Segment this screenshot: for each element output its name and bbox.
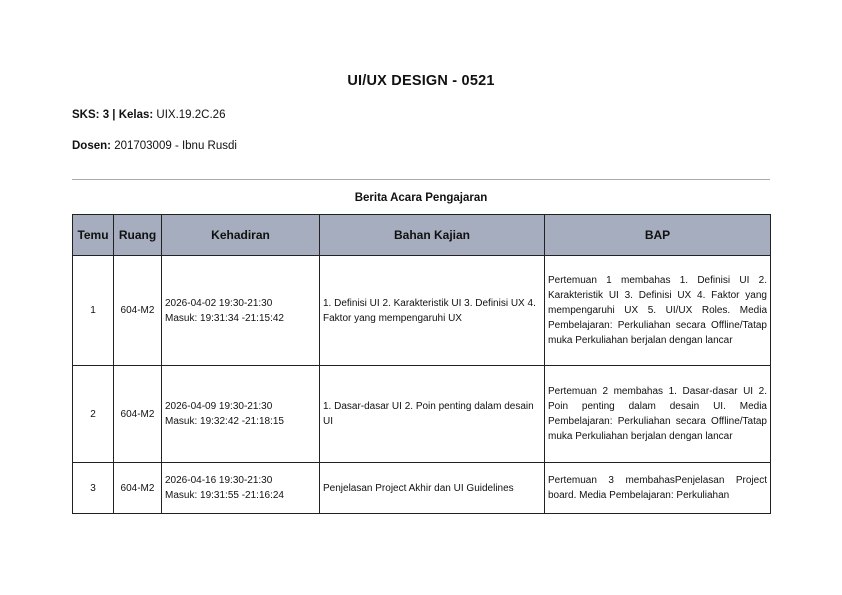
cell-bahan-kajian: Penjelasan Project Akhir dan UI Guidelines (320, 463, 545, 514)
header-ruang: Ruang (114, 215, 162, 256)
table-row (73, 463, 771, 514)
cell-temu: 2 (73, 366, 114, 463)
table-row (73, 256, 771, 366)
cell-kehadiran (162, 366, 320, 463)
sks-value: 3 | Kelas: (102, 109, 154, 121)
bap-text: Pertemuan 1 membahas 1. Definisi UI 2. Karakteristik UI 3. Definisi UX 4. Faktor yang mempengaruhi UX 5. UI/UX Roles. Media Pembelajaran: Perkuliahan secara Offline/Tatap muka Perkuliahan berjalan dengan lancar (548, 275, 767, 346)
kehadiran-jadwal: 2026-04-16 19:30-21:30 (165, 475, 273, 486)
bap-table (72, 214, 771, 514)
cell-ruang: 604-M2 (114, 463, 162, 514)
dosen-value: 201703009 - Ibnu Rusdi (114, 140, 237, 152)
cell-ruang: 604-M2 (114, 366, 162, 463)
bap-text: Pertemuan 2 membahas 1. Dasar-dasar UI 2. Poin penting dalam desain UI. Media Pembelajaran: Perkuliahan secara Offline/Tatap muka Perkuliahan berjalan dengan lancar (548, 386, 767, 442)
course-dosen (72, 140, 237, 152)
table-row (73, 366, 771, 463)
cell-kehadiran (162, 256, 320, 366)
cell-temu: 3 (73, 463, 114, 514)
kehadiran-jadwal: 2026-04-09 19:30-21:30 (165, 401, 273, 412)
header-bap: BAP (545, 215, 771, 256)
kehadiran-masuk: Masuk: 19:31:34 -21:15:42 (165, 312, 284, 324)
cell-bap (545, 463, 771, 514)
cell-bahan-kajian: 1. Definisi UI 2. Karakteristik UI 3. Definisi UX 4. Faktor yang mempengaruhi UX (320, 256, 545, 366)
header-temu: Temu (73, 215, 114, 256)
cell-bahan-kajian: 1. Dasar-dasar UI 2. Poin penting dalam desain UI (320, 366, 545, 463)
section-title: Berita Acara Pengajaran (354, 192, 488, 204)
bap-text: Pertemuan 3 membahasPenjelasan Project board. Media Pembelajaran: Perkuliahan (548, 475, 767, 501)
cell-ruang: 604-M2 (114, 256, 162, 366)
cell-bap (545, 366, 771, 463)
header-divider (72, 179, 770, 180)
sks-label: SKS: (72, 109, 100, 121)
header-bahan-kajian: Bahan Kajian (320, 215, 545, 256)
kehadiran-masuk: Masuk: 19:32:42 -21:18:15 (165, 416, 284, 427)
table-header-row (73, 215, 771, 256)
kelas-value: UIX.19.2C.26 (156, 109, 226, 121)
kehadiran-jadwal: 2026-04-02 19:30-21:30 (165, 297, 273, 309)
cell-bap (545, 256, 771, 366)
dosen-label: Dosen: (72, 140, 111, 152)
course-sks-kelas (72, 109, 225, 121)
cell-kehadiran (162, 463, 320, 514)
header-kehadiran: Kehadiran (162, 215, 320, 256)
cell-temu: 1 (73, 256, 114, 366)
kehadiran-masuk: Masuk: 19:31:55 -21:16:24 (165, 490, 284, 501)
course-title: UI/UX DESIGN - 0521 (347, 73, 495, 89)
